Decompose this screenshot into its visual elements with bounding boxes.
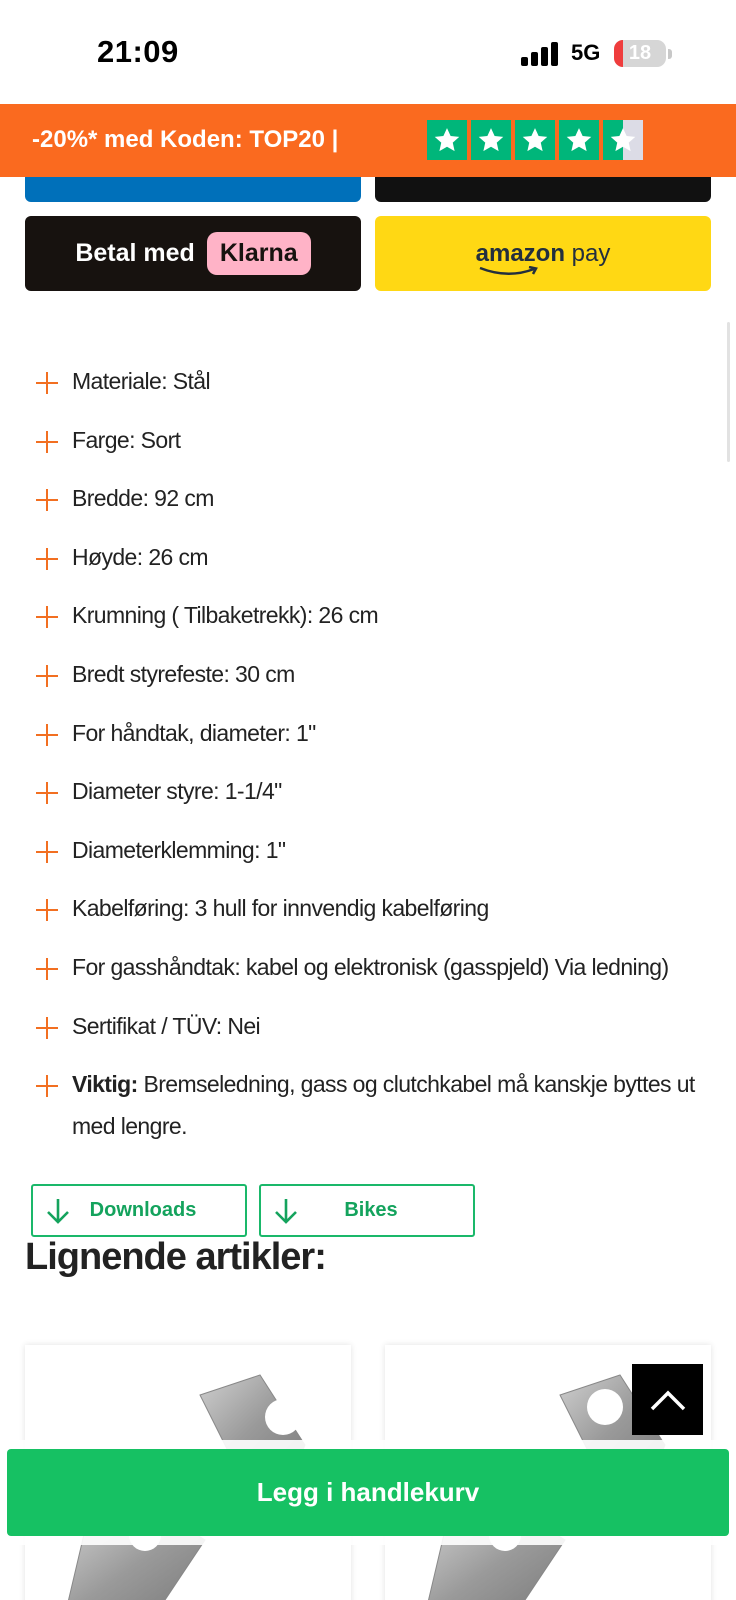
battery-icon — [614, 40, 666, 67]
plus-icon — [36, 1017, 58, 1039]
downloads-label: Downloads — [89, 1199, 197, 1221]
spec-item: Krumning ( Tilbaketrekk): 26 cm — [36, 594, 716, 636]
scroll-to-top-button[interactable] — [632, 1364, 703, 1435]
spec-item: Sertifikat / TÜV: Nei — [36, 1005, 716, 1047]
plus-icon — [36, 1075, 58, 1097]
spec-item: For håndtak, diameter: 1" — [36, 712, 716, 754]
arrow-down-icon — [273, 1197, 299, 1225]
add-to-cart-button[interactable] — [7, 1449, 729, 1536]
battery-tip — [668, 49, 672, 59]
battery-level: 18 — [628, 42, 652, 64]
star-icon — [559, 120, 599, 160]
arrow-down-icon — [45, 1197, 71, 1225]
amazon-pay-logo — [476, 240, 611, 268]
chevron-up-icon — [649, 1388, 687, 1412]
network-type: 5G — [571, 40, 601, 65]
plus-icon — [36, 782, 58, 804]
klarna-prefix: Betal med — [75, 239, 195, 267]
spec-item: Bredt styrefeste: 30 cm — [36, 653, 716, 695]
bikes-button[interactable] — [259, 1184, 475, 1237]
spec-item: Materiale: Stål — [36, 360, 716, 402]
plus-icon — [36, 606, 58, 628]
spec-item: Farge: Sort — [36, 419, 716, 461]
promo-text: -20%* med Koden: TOP20 | — [32, 126, 339, 153]
plus-icon — [36, 899, 58, 921]
clock: 21:09 — [97, 34, 179, 69]
plus-icon — [36, 958, 58, 980]
plus-icon — [36, 548, 58, 570]
plus-icon — [36, 841, 58, 863]
spec-item: Diameterklemming: 1" — [36, 829, 716, 871]
klarna-button[interactable] — [25, 216, 361, 291]
add-to-cart-label: Legg i handlekurv — [256, 1477, 480, 1507]
amazon-pay-button[interactable] — [375, 216, 711, 291]
bikes-label: Bikes — [344, 1199, 398, 1221]
amazon-brand: amazon — [475, 239, 565, 267]
downloads-button[interactable] — [31, 1184, 247, 1237]
amazon-pay-suffix: pay — [571, 239, 611, 267]
plus-icon — [36, 724, 58, 746]
amazon-smile-icon — [478, 266, 540, 278]
star-icon — [427, 120, 467, 160]
star-icon — [515, 120, 555, 160]
star-icon — [471, 120, 511, 160]
spec-item: For gasshåndtak: kabel og elektronisk (gasspjeld) Via ledning) — [36, 946, 716, 988]
plus-icon — [36, 431, 58, 453]
spec-item: Bredde: 92 cm — [36, 477, 716, 519]
plus-icon — [36, 489, 58, 511]
spec-item: Kabelføring: 3 hull for innvendig kabelføring — [36, 887, 716, 929]
plus-icon — [36, 665, 58, 687]
scrollbar[interactable] — [727, 322, 730, 462]
important-label: Viktig: — [72, 1071, 138, 1098]
spec-item: Diameter styre: 1-1/4" — [36, 770, 716, 812]
spec-item: Høyde: 26 cm — [36, 536, 716, 578]
trustpilot-stars[interactable] — [427, 120, 643, 160]
signal-icon — [521, 42, 559, 66]
plus-icon — [36, 372, 58, 394]
half-star-icon — [603, 120, 643, 160]
klarna-logo: Klarna — [207, 232, 311, 275]
spec-list — [36, 360, 716, 1164]
similar-articles-heading: Lignende artikler: — [25, 1236, 326, 1278]
spec-item-important: Viktig: Bremseledning, gass og clutchkabel må kanskje byttes ut med lengre. — [36, 1063, 716, 1147]
status-bar — [0, 0, 736, 104]
